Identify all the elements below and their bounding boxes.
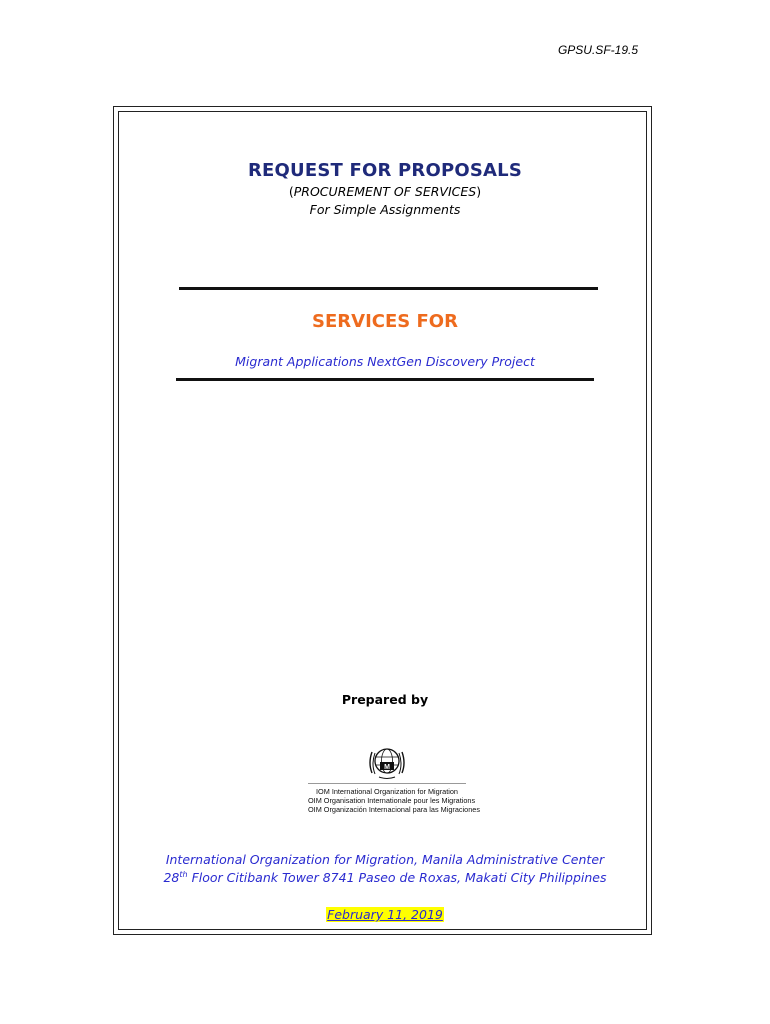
address-street: Floor Citibank Tower 8741 Paseo de Roxas, Makati City Philippines [187,870,607,886]
logo-divider [308,783,466,784]
prepared-by-label: Prepared by [341,692,429,707]
divider-top [179,287,598,290]
logo-line-en: IOM International Organization for Migration [316,787,458,796]
document-subtitle [0,184,770,199]
logo-line-fr: OIM Organisation Internationale pour les Migrations [308,796,476,805]
subtitle-open-paren: ( [288,184,294,199]
floor-number: 28 [163,870,180,886]
floor-suffix: th [179,870,188,879]
subtitle-close-paren: ) [476,184,482,199]
logo-line-es: OIM Organización Internacional para las Migraciones [308,805,480,814]
iom-emblem-icon [366,743,408,781]
svg-text:M: M [384,764,390,771]
subtitle-text: PROCUREMENT OF SERVICES [293,184,477,199]
address-line-2 [0,870,770,885]
services-heading: SERVICES FOR [312,311,458,332]
iom-logo [308,743,480,814]
address-line-1: International Organization for Migration, Manila Administrative Center [165,852,605,867]
form-code: GPSU.SF-19.5 [557,43,638,57]
assignment-type: For Simple Assignments [309,202,461,217]
document-date: February 11, 2019 [327,907,443,922]
document-title: REQUEST FOR PROPOSALS [248,160,522,181]
date-line [0,907,770,922]
project-name: Migrant Applications NextGen Discovery Project [235,354,535,369]
divider-bottom [176,378,594,381]
